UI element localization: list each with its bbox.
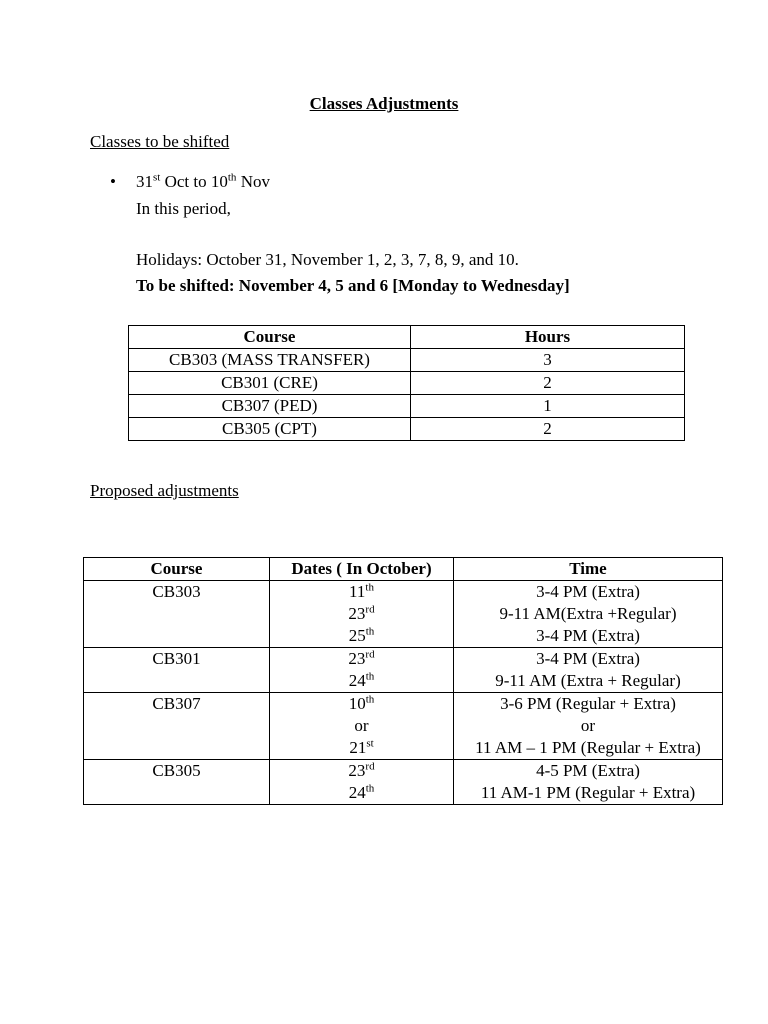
date-entry bbox=[270, 670, 453, 692]
start-day-suffix: st bbox=[153, 171, 161, 184]
date-entry bbox=[270, 693, 453, 715]
table-row bbox=[84, 581, 723, 648]
date-suffix: th bbox=[365, 625, 375, 638]
page-title: Classes Adjustments bbox=[309, 94, 459, 113]
date-entry bbox=[270, 737, 453, 759]
hours-cell: 3 bbox=[411, 349, 685, 372]
date-number: 23 bbox=[348, 761, 366, 780]
column-header-hours: Hours bbox=[411, 326, 685, 349]
course-cell: CB305 bbox=[84, 760, 270, 805]
course-cell: CB303 bbox=[84, 581, 270, 648]
time-cell bbox=[454, 581, 723, 648]
date-entry bbox=[270, 581, 453, 603]
table-row bbox=[129, 418, 685, 441]
date-number: 24 bbox=[348, 783, 366, 802]
hours-cell: 2 bbox=[411, 372, 685, 395]
time-cell bbox=[454, 760, 723, 805]
date-number: 25 bbox=[348, 626, 366, 645]
table-header-row bbox=[129, 326, 685, 349]
holidays-text: Holidays: October 31, November 1, 2, 3, 7, 8, 9, and 10. bbox=[136, 250, 519, 269]
end-day-suffix: th bbox=[227, 171, 237, 184]
column-header-course: Course bbox=[129, 326, 411, 349]
date-suffix: th bbox=[365, 581, 374, 594]
date-suffix: th bbox=[365, 693, 375, 706]
end-month: Nov bbox=[236, 172, 270, 191]
dates-cell bbox=[270, 581, 454, 648]
start-day: 31 bbox=[136, 172, 153, 191]
date-suffix: rd bbox=[365, 648, 375, 661]
table-row bbox=[84, 648, 723, 693]
time-entry: 3-4 PM (Extra) bbox=[536, 626, 640, 645]
column-header-course: Course bbox=[84, 558, 270, 581]
period-text: In this period, bbox=[136, 199, 231, 218]
section-heading-proposed-adjustments: Proposed adjustments bbox=[90, 481, 239, 500]
date-number: 23 bbox=[348, 604, 366, 623]
date-number: 11 bbox=[349, 582, 366, 601]
date-suffix: th bbox=[365, 670, 375, 683]
time-entry: 11 AM-1 PM (Regular + Extra) bbox=[480, 783, 696, 802]
date-entry bbox=[270, 715, 453, 737]
date-entry bbox=[270, 603, 453, 625]
date-entry bbox=[270, 760, 453, 782]
time-cell bbox=[454, 648, 723, 693]
section-heading-classes-to-be-shifted: Classes to be shifted bbox=[90, 132, 230, 151]
course-cell: CB303 (MASS TRANSFER) bbox=[129, 349, 411, 372]
bullet-icon: • bbox=[110, 172, 116, 191]
date-suffix: st bbox=[366, 737, 374, 750]
shift-text: To be shifted: November 4, 5 and 6 [Monday to Wednesday] bbox=[136, 276, 570, 295]
date-suffix: rd bbox=[365, 760, 375, 773]
hours-cell: 2 bbox=[411, 418, 685, 441]
course-cell: CB305 (CPT) bbox=[129, 418, 411, 441]
course-cell: CB307 (PED) bbox=[129, 395, 411, 418]
table-row bbox=[129, 349, 685, 372]
dates-cell bbox=[270, 693, 454, 760]
dates-cell bbox=[270, 648, 454, 693]
date-number: 24 bbox=[348, 671, 366, 690]
table-row bbox=[129, 372, 685, 395]
course-cell: CB307 bbox=[84, 693, 270, 760]
date-entry bbox=[270, 648, 453, 670]
hours-cell: 1 bbox=[411, 395, 685, 418]
table-row bbox=[129, 395, 685, 418]
date-number: 21 bbox=[349, 738, 367, 757]
end-day: 10 bbox=[210, 172, 228, 191]
column-header-time: Time bbox=[454, 558, 723, 581]
time-entry: 3-4 PM (Extra) bbox=[536, 582, 640, 601]
date-suffix: rd bbox=[365, 603, 375, 616]
date-suffix: th bbox=[365, 782, 375, 795]
date-number: 23 bbox=[348, 649, 366, 668]
course-cell: CB301 (CRE) bbox=[129, 372, 411, 395]
column-header-dates: Dates ( In October) bbox=[270, 558, 454, 581]
date-number: or bbox=[354, 716, 369, 735]
table-header-row bbox=[84, 558, 723, 581]
course-hours-table bbox=[128, 325, 685, 441]
time-entry: 4-5 PM (Extra) bbox=[536, 761, 640, 780]
date-entry bbox=[270, 625, 453, 647]
time-cell bbox=[454, 693, 723, 760]
table-row bbox=[84, 760, 723, 805]
date-entry bbox=[270, 782, 453, 804]
time-entry: 3-6 PM (Regular + Extra) bbox=[500, 694, 676, 713]
time-entry: 9-11 AM(Extra +Regular) bbox=[499, 604, 677, 623]
proposed-adjustments-table bbox=[83, 557, 723, 805]
start-month: Oct to bbox=[160, 172, 211, 191]
date-number: 10 bbox=[348, 694, 366, 713]
time-entry: or bbox=[580, 716, 596, 735]
course-cell: CB301 bbox=[84, 648, 270, 693]
time-entry: 9-11 AM (Extra + Regular) bbox=[495, 671, 681, 690]
table-row bbox=[84, 693, 723, 760]
time-entry: 3-4 PM (Extra) bbox=[536, 649, 640, 668]
time-entry: 11 AM – 1 PM (Regular + Extra) bbox=[475, 738, 701, 757]
dates-cell bbox=[270, 760, 454, 805]
date-range-bullet bbox=[110, 172, 270, 192]
